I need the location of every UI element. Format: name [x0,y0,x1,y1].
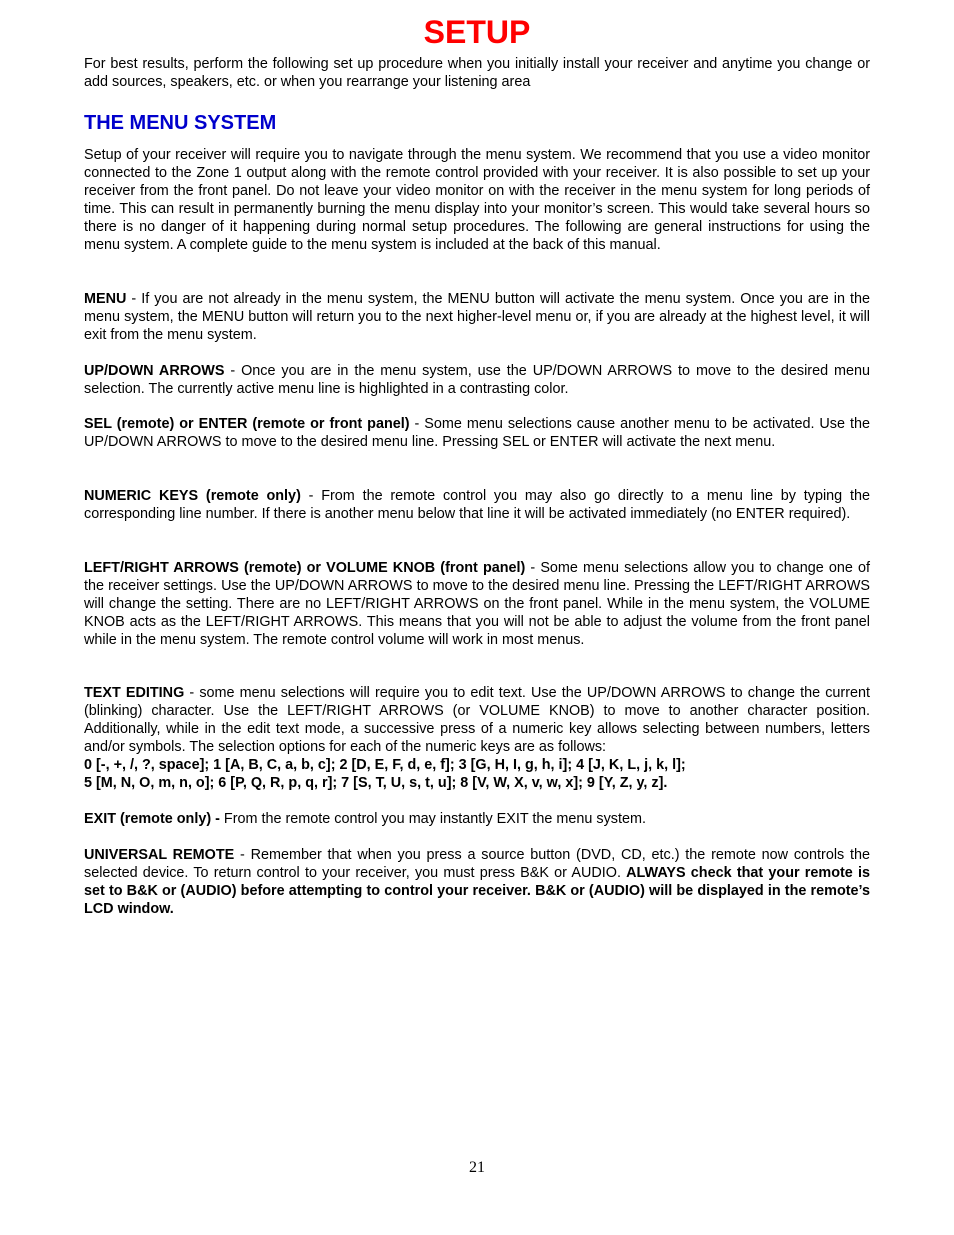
numeric-item [84,487,870,523]
textedit-term: TEXT EDITING [84,685,185,701]
sel-term: SEL (remote) or ENTER (remote or front panel) [84,416,410,432]
leftright-term: LEFT/RIGHT ARROWS (remote) or VOLUME KNOB (front panel) [84,560,526,576]
universal-item [84,846,870,918]
numeric-keys-line-2: 5 [M, N, O, m, n, o]; 6 [P, Q, R, p, q, r]; 7 [S, T, U, s, t, u]; 8 [V, W, X, v, w, x]; 9 [Y, Z, y, z]. [84,775,668,791]
updown-item [84,362,870,398]
numeric-term: NUMERIC KEYS (remote only) [84,488,301,504]
textedit-text: - some menu selections will require you to edit text. Use the UP/DOWN ARROWS to change the current (blinking) character. Use the LEFT/RIGHT ARROWS (or VOLUME KNOB) to move to another character position. Additionally, while in the edit text mode, a successive press of a numeric key allows selecting between numbers, letters and/or symbols. The selection options for each of the numeric keys are as follows: [84,685,871,755]
page-title: SETUP [423,14,531,50]
intro-paragraph: For best results, perform the following set up procedure when you initially install your receiver and anytime you change or add sources, speakers, etc. or when you rearrange your listening area [84,56,870,90]
menu-system-paragraph: Setup of your receiver will require you to navigate through the menu system. We recommend that you use a video monitor connected to the Zone 1 output along with the remote control provided with your receiver. It is also possible to set up your receiver from the front panel. Do not leave your video monitor on with the receiver in the menu system for long periods of time. This can result in permanently burning the menu display into your monitor’s screen. This would take several hours so there is no danger of it happening during normal setup procedures. The following are general instructions for using the menu system. A complete guide to the menu system is included at the back of this manual. [84,147,870,253]
sel-item [84,415,870,451]
numeric-keys-line-1: 0 [-, +, /, ?, space]; 1 [A, B, C, a, b, c]; 2 [D, E, F, d, e, f]; 3 [G, H, I, g, h, i]; 4 [J, K, L, j, k, l]; [84,757,686,773]
leftright-item [84,559,870,649]
leftright-text: - Some menu selections allow you to change one of the receiver settings. Use the UP/DOWN ARROWS to move to the desired menu line. Pressing the LEFT/RIGHT ARROWS will change the setting. There are no LEFT/RIGHT ARROWS on the front panel. While in the menu system, the VOLUME KNOB acts as the LEFT/RIGHT ARROWS. This means that you will not be able to adjust the volume from the front panel while in the menu system. The remote control volume will work in most menus. [84,560,870,648]
menu-text: - If you are not already in the menu system, the MENU button will activate the menu system. Once you are in the menu system, the MENU button will return you to the next higher-level menu or, if you are already at the highest level, it will exit from the menu system. [84,291,870,343]
numeric-text: - From the remote control you may also go directly to a menu line by typing the corresponding line number. If there is another menu below that line it will be activated immediately (no ENTER required). [84,488,870,522]
page-number: 21 [469,1159,485,1176]
updown-term: UP/DOWN ARROWS [84,363,225,379]
textedit-item [84,684,870,756]
universal-term: UNIVERSAL REMOTE [84,847,235,863]
exit-item [84,810,870,828]
menu-term: MENU [84,291,127,307]
universal-emphasis: ALWAYS check that your remote is set to B&K or (AUDIO) before attempting to control your receiver. B&K or (AUDIO) will be displayed in the remote’s LCD window. [84,865,870,917]
universal-text: - Remember that when you press a source button (DVD, CD, etc.) the remote now controls the selected device. To return control to your receiver, you must press B&K or AUDIO. [84,847,871,881]
sel-text: - Some menu selections cause another menu to be activated. Use the UP/DOWN ARROWS to move to the desired menu line. Pressing SEL or ENTER will activate the next menu. [84,416,870,450]
section-heading: THE MENU SYSTEM [84,112,277,134]
updown-text: - Once you are in the menu system, use the UP/DOWN ARROWS to move to the desired menu selection. The currently active menu line is highlighted in a contrasting color. [84,363,870,397]
menu-item [84,290,870,344]
exit-text: From the remote control you may instantly EXIT the menu system. [219,811,646,827]
exit-term: EXIT (remote only) - [84,811,220,827]
